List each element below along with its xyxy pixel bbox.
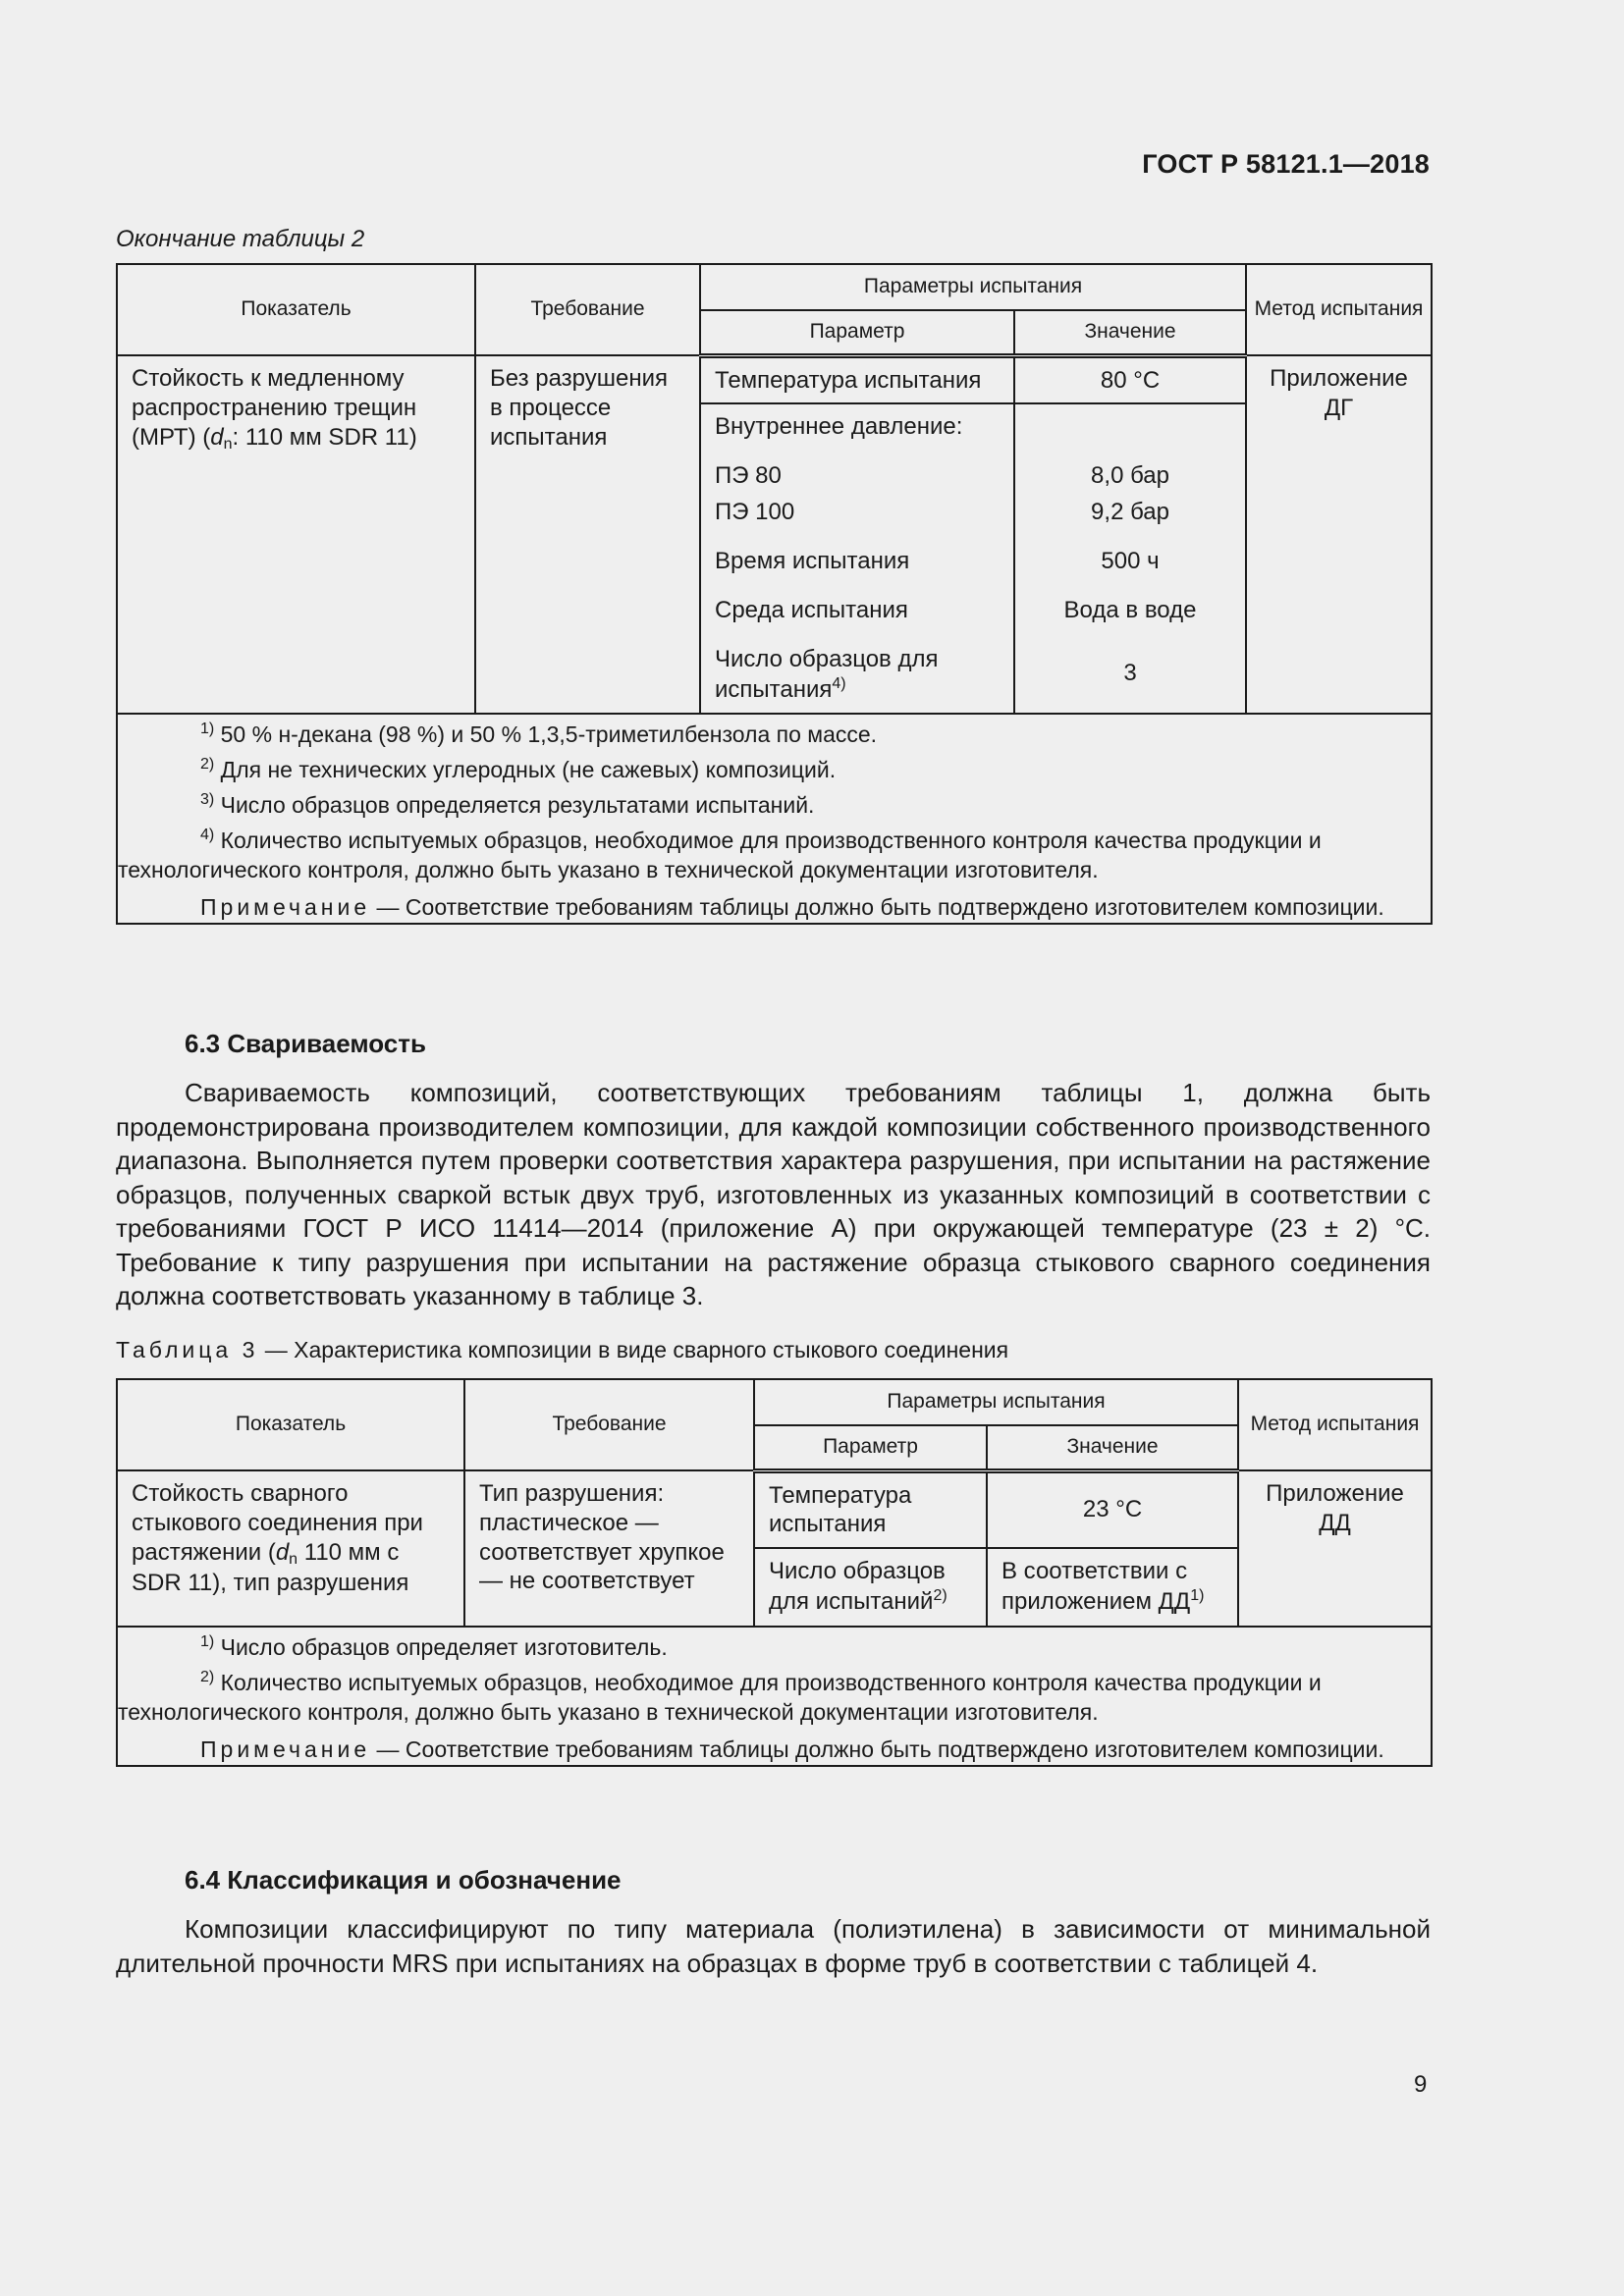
table-2 [116,263,1433,925]
header-requirement: Требование [464,1379,754,1470]
footnote-1: $^{1)}$ Число образцов определяет изготовитель. [200,1633,668,1660]
param-sample-count: Число образцов для испытаний$^{2)}$ [754,1548,987,1627]
value-temperature: 23 °С [987,1470,1238,1548]
section-6-3-paragraph: Свариваемость композиций, соответствующих требованиям таблицы 1, должна быть продемонстрирована производителем композиции, для каждой композиции собственного производственного диапазона. Выполняется путем проверки соответствия характера разрушения, при испытании на растяжение образцов, полученных сваркой встык двух труб, изготовленных из указанных композиций в соответствии с требованиями ГОСТ Р ИСО 11414—2014 (приложение А) при окружающей температуре (23 ± 2) °С. Требование к типу разрушения при испытании на растяжение образца стыкового сварного соединения должна соответствовать указанному в таблице 3. [116,1078,1431,1311]
row-method: Приложение ДД [1238,1470,1432,1627]
header-method: Метод испытания [1238,1379,1432,1470]
row-requirement: Без разрушения в процессе испытания [475,355,700,714]
header-param: Параметр [754,1425,987,1470]
header-requirement: Требование [475,264,700,355]
value-sample-count: В соответствии с приложением ДД$^{1)}$ [987,1548,1238,1627]
footnote-3: $^{3)}$ Число образцов определяется результатами испытаний. [200,791,815,819]
document-code: ГОСТ Р 58121.1—2018 [1142,149,1430,179]
header-indicator: Показатель [117,1379,464,1470]
table-3 [116,1378,1433,1767]
table-2-continuation-label: Окончание таблицы 2 [116,226,365,252]
section-6-3-title: 6.3 Свариваемость [185,1029,426,1058]
header-indicator: Показатель [117,264,475,355]
value-temperature: 80 °С [1014,355,1246,403]
footnote-4: $^{4)}$ Количество испытуемых образцов, необходимое для производственного контроля качества продукции и технологического контроля, должно быть указано в технической документации изготовителя. [118,826,1322,882]
table-3-caption: Таблица 3 — Характеристика композиции в виде сварного стыкового соединения [116,1337,1009,1362]
page-number: 9 [1414,2071,1428,2098]
header-value: Значение [987,1425,1238,1470]
header-param: Параметр [700,310,1014,355]
row-indicator: Стойкость сварного стыкового соединения при растяжении ($d_n$ 110 мм с SDR 11), тип разрушения [117,1470,464,1627]
param-temperature: Температура испытания [700,355,1014,403]
table-2-footnotes [117,714,1432,923]
header-test-params: Параметры испытания [700,264,1246,310]
param-temperature: Температура испытания [754,1470,987,1548]
section-6-4-title: 6.4 Классификация и обозначение [185,1865,622,1895]
header-method: Метод испытания [1246,264,1432,355]
row-requirement: Тип разрушения: пластическое — соответствует хрупкое — не соответствует [464,1470,754,1627]
row-indicator: Стойкость к медленному распространению трещин (МРТ) ($d_n$: 110 мм SDR 11) [117,355,475,714]
footnote-1: $^{1)}$ 50 % н-декана (98 %) и 50 % 1,3,5-триметилбензола по массе. [200,721,878,748]
footnote-2: $^{2)}$ Для не технических углеродных (не сажевых) композиций. [200,756,837,783]
footnote-2: $^{2)}$ Количество испытуемых образцов, необходимое для производственного контроля качества продукции и технологического контроля, должно быть указано в технической документации изготовителя. [118,1668,1322,1725]
header-value: Значение [1014,310,1246,355]
row-method: Приложение ДГ [1246,355,1432,714]
table-3-note: Примечание — Соответствие требованиям таблицы должно быть подтверждено изготовителем композиции. [200,1735,1384,1762]
value-list: 8,0 бар 9,2 бар 500 ч Вода в воде 3 [1014,403,1246,714]
param-list: Внутреннее давление: ПЭ 80 ПЭ 100 Время испытания Среда испытания Число образцов для испытания$^{4)}$ [700,403,1014,714]
header-test-params: Параметры испытания [754,1379,1238,1425]
table-3-footnotes [117,1627,1432,1766]
table-2-note: Примечание — Соответствие требованиям таблицы должно быть подтверждено изготовителем композиции. [200,893,1384,920]
section-6-4-paragraph: Композиции классифицируют по типу материала (полиэтилена) в зависимости от минимальной длительной прочности MRS при испытаниях на образцах в форме труб в соответствии с таблицей 4. [116,1914,1431,1978]
